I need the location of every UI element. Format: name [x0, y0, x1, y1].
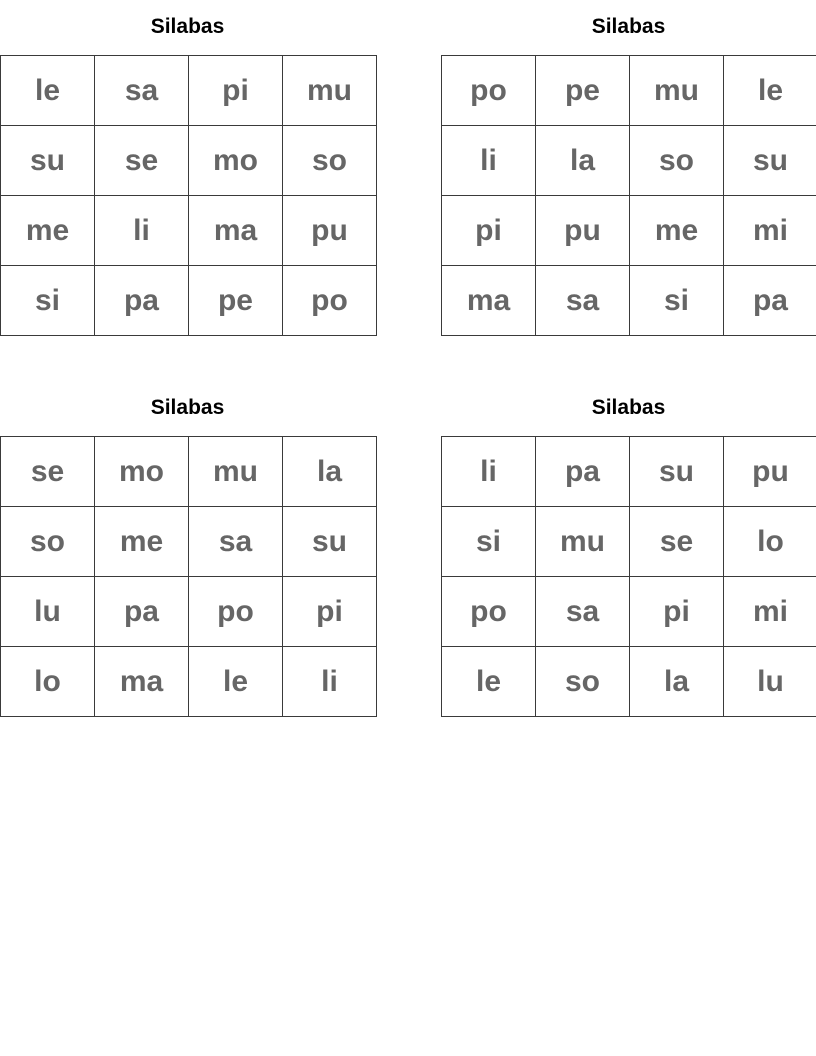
syllable-cell: pi — [283, 577, 377, 647]
syllable-cell: po — [442, 577, 536, 647]
syllable-cell: li — [442, 126, 536, 196]
syllable-cell: so — [536, 647, 630, 717]
syllable-cell: li — [442, 437, 536, 507]
syllable-cell: le — [1, 56, 95, 126]
syllable-cell: su — [724, 126, 816, 196]
syllable-cell: se — [1, 437, 95, 507]
syllable-cell: so — [283, 126, 377, 196]
syllable-cell: so — [630, 126, 724, 196]
syllable-cell: mo — [95, 437, 189, 507]
syllable-cell: pa — [536, 437, 630, 507]
syllable-cell: pi — [442, 196, 536, 266]
syllable-cell: li — [283, 647, 377, 717]
grid-row — [442, 647, 816, 717]
syllable-cell: mu — [630, 56, 724, 126]
syllable-cell: si — [1, 266, 95, 336]
grid-row — [1, 266, 377, 336]
grid-row — [1, 56, 377, 126]
grid-row — [1, 126, 377, 196]
syllable-cell: si — [630, 266, 724, 336]
grid-row — [442, 507, 816, 577]
grid-row — [1, 577, 377, 647]
syllable-cell: sa — [95, 56, 189, 126]
syllable-cell: po — [442, 56, 536, 126]
syllable-cell: la — [630, 647, 724, 717]
syllable-cell: me — [1, 196, 95, 266]
syllable-cell: lu — [724, 647, 816, 717]
syllable-cell: lo — [1, 647, 95, 717]
card-title: Silabas — [150, 396, 225, 419]
syllable-cell: pa — [95, 266, 189, 336]
syllable-cell: mi — [724, 196, 816, 266]
syllable-cell: sa — [189, 507, 283, 577]
syllable-cell: me — [95, 507, 189, 577]
syllable-cell: le — [189, 647, 283, 717]
syllable-cell: pe — [536, 56, 630, 126]
grid-row — [442, 56, 816, 126]
grid-row — [1, 507, 377, 577]
syllable-card-3 — [0, 381, 375, 717]
grid-row — [1, 196, 377, 266]
syllable-cell: me — [630, 196, 724, 266]
syllable-cell: la — [283, 437, 377, 507]
syllable-cell: su — [1, 126, 95, 196]
syllable-grid — [441, 436, 816, 717]
syllable-cell: pu — [724, 437, 816, 507]
syllable-cell: le — [442, 647, 536, 717]
grid-row — [442, 437, 816, 507]
syllable-cell: pu — [283, 196, 377, 266]
syllable-cell: mu — [536, 507, 630, 577]
syllable-cell: su — [630, 437, 724, 507]
card-title: Silabas — [591, 396, 666, 419]
syllable-cell: sa — [536, 266, 630, 336]
syllable-cell: lu — [1, 577, 95, 647]
syllable-cell: so — [1, 507, 95, 577]
grid-row — [442, 196, 816, 266]
syllable-grid — [0, 436, 377, 717]
syllable-cell: se — [630, 507, 724, 577]
syllable-cell: li — [95, 196, 189, 266]
syllable-cell: pe — [189, 266, 283, 336]
syllable-cell: pa — [95, 577, 189, 647]
syllable-card-2 — [441, 0, 816, 336]
syllable-cell: sa — [536, 577, 630, 647]
syllable-cell: po — [189, 577, 283, 647]
card-title: Silabas — [150, 15, 225, 38]
syllable-cell: mo — [189, 126, 283, 196]
syllable-cell: po — [283, 266, 377, 336]
syllable-cell: si — [442, 507, 536, 577]
grid-row — [442, 266, 816, 336]
syllable-grid — [0, 55, 377, 336]
grid-row — [442, 577, 816, 647]
syllable-grid — [441, 55, 816, 336]
grid-row — [1, 437, 377, 507]
syllable-cell: pu — [536, 196, 630, 266]
syllable-cell: se — [95, 126, 189, 196]
syllable-cell: le — [724, 56, 816, 126]
syllable-cell: lo — [724, 507, 816, 577]
card-title: Silabas — [591, 15, 666, 38]
syllable-cell: pi — [189, 56, 283, 126]
syllable-cell: la — [536, 126, 630, 196]
syllable-cell: ma — [189, 196, 283, 266]
syllable-cell: mu — [283, 56, 377, 126]
syllable-card-1 — [0, 0, 375, 336]
grid-row — [442, 126, 816, 196]
syllable-cell: mu — [189, 437, 283, 507]
syllable-cell: su — [283, 507, 377, 577]
syllable-card-4 — [441, 381, 816, 717]
syllable-cell: pa — [724, 266, 816, 336]
syllable-cell: ma — [442, 266, 536, 336]
grid-row — [1, 647, 377, 717]
syllable-cell: pi — [630, 577, 724, 647]
syllable-cell: mi — [724, 577, 816, 647]
syllable-cell: ma — [95, 647, 189, 717]
